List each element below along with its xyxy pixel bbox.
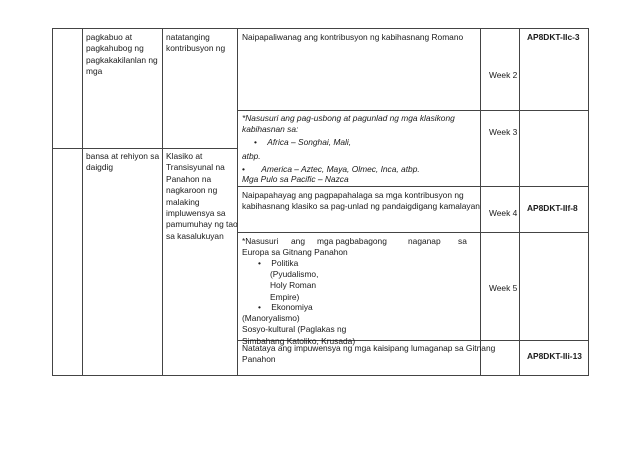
- text-line: sa kasalukuyan: [166, 230, 224, 241]
- bullet-icon: •: [242, 164, 245, 174]
- text-line: Sosyo-kultural (Paglakas ng: [242, 324, 347, 335]
- competency-row-2: [242, 113, 455, 136]
- text-line: Simbahang Katoliko, Krusada): [242, 335, 356, 346]
- text-word: mga pagbabagong: [317, 236, 387, 246]
- row-divider: [52, 148, 238, 149]
- week-label: Week 3: [489, 127, 518, 137]
- row-divider: [237, 232, 589, 233]
- text-line: Transisyunal na: [166, 162, 225, 173]
- column-divider: [480, 28, 481, 376]
- text-line: Natataya ang impuwensya ng mga kaisipang lumaganap sa Gitnang: [242, 343, 496, 353]
- text-line: pagkahubog ng: [86, 43, 144, 54]
- column-divider: [82, 28, 83, 376]
- competency-row-1: [242, 32, 463, 43]
- column-divider: [162, 28, 163, 376]
- text-line: (Pyudalismo,: [270, 269, 319, 279]
- bullet-item: [258, 258, 298, 269]
- bullet-item: [254, 137, 351, 148]
- competency-code: AP8DKT-IIc-3: [527, 32, 580, 42]
- text-line: America – Aztec, Maya, Olmec, Inca, atbp.: [261, 164, 420, 174]
- text-line: pagkabuo at: [86, 32, 133, 42]
- competency-code: AP8DKT-IIi-13: [527, 351, 582, 361]
- text-line: Mga Pulo sa Pacific – Nazca: [242, 174, 349, 184]
- text-line: kabihasnang klasiko sa pag-unlad ng pandaigdigang kamalayan: [242, 201, 480, 212]
- text-line: impluwensya sa: [166, 208, 226, 219]
- text-line: daigdig: [86, 162, 114, 173]
- week-label: Week 4: [489, 208, 518, 218]
- col2-top-text: [166, 32, 225, 55]
- col1-bottom-text: [86, 151, 159, 174]
- text-line: kabihasnan sa:: [242, 124, 299, 135]
- text-line: (Manoryalismo): [242, 313, 300, 323]
- table-left-border: [52, 28, 53, 376]
- text-word: ang: [291, 236, 305, 246]
- text-line: Africa – Songhai, Mali,: [267, 137, 352, 147]
- competency-code: AP8DKT-IIf-8: [527, 203, 578, 213]
- text-line: kontribusyon ng: [166, 43, 226, 54]
- text-line: natatanging: [166, 32, 210, 42]
- text-line: Politika: [271, 258, 299, 268]
- text-line: malaking: [166, 196, 200, 207]
- bullet-item: [258, 302, 313, 313]
- text-line: Panahon na: [166, 173, 212, 184]
- text-line: atbp.: [242, 151, 261, 161]
- text-word: *Nasusuri: [242, 236, 279, 246]
- text-line: *Nasusuri ang pag-usbong at pagunlad ng mga klasikong: [242, 113, 455, 123]
- row-divider: [237, 186, 589, 187]
- text-line: pamumuhay ng tao: [166, 219, 238, 230]
- text-line: Naipapahayag ang pagpapahalaga sa mga kontribusyon ng: [242, 190, 464, 200]
- table-top-border: [52, 28, 589, 29]
- col2-bottom-text: [166, 151, 238, 242]
- bullet-icon: •: [254, 137, 257, 147]
- table-right-border: [588, 28, 589, 376]
- text-word: sa: [458, 236, 467, 246]
- text-line: nagkaroon ng: [166, 185, 218, 196]
- competency-row-5: [242, 343, 495, 366]
- text-line: Europa sa Gitnang Panahon: [242, 247, 348, 257]
- text-line: pagkakakilanlan ng: [86, 54, 158, 65]
- text-line: Klasiko at: [166, 151, 203, 161]
- text-line: Empire): [270, 291, 300, 302]
- competency-row-3: [242, 190, 480, 213]
- text-line: Holy Roman: [270, 280, 317, 291]
- text-line: mga: [86, 66, 103, 77]
- text-line: bansa at rehiyon sa: [86, 151, 160, 161]
- text-line: Naipapaliwanag ang kontribusyon ng kabihasnang Romano: [242, 32, 464, 42]
- competency-row-4: [242, 236, 278, 247]
- col1-top-text: [86, 32, 158, 78]
- week-label: Week 2: [489, 70, 518, 80]
- row-divider: [237, 110, 589, 111]
- text-line: Panahon: [242, 354, 276, 365]
- week-label: Week 5: [489, 283, 518, 293]
- bullet-icon: •: [258, 302, 261, 312]
- column-divider: [519, 28, 520, 376]
- bullet-icon: •: [258, 258, 261, 268]
- text-line: Ekonomiya: [271, 302, 313, 312]
- text-word: naganap: [408, 236, 441, 246]
- table-bottom-border: [52, 375, 589, 376]
- sub-list: [270, 269, 318, 303]
